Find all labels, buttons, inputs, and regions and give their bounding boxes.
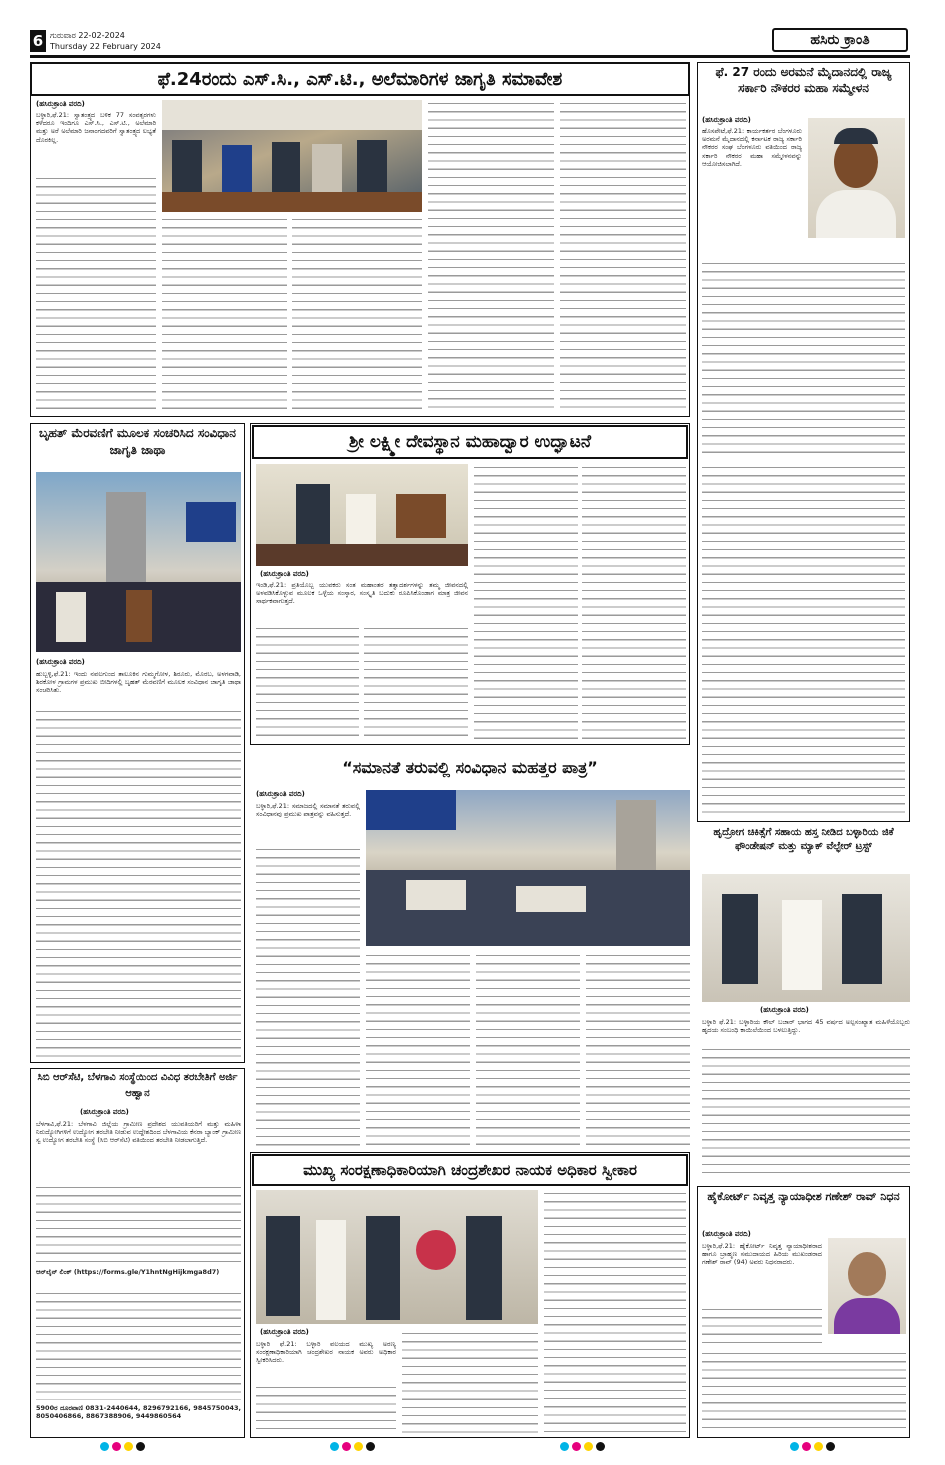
article-5-lead: ಬಳ್ಳಾರಿ,ಫೆ.21: ಸಮಾಜದಲ್ಲಿ ಸಮಾನತೆ ತರುವಲ್ಲಿ ಸಂವಿಧಾನವು ಪ್ರಮುಖ ಪಾತ್ರವನ್ನು ವಹಿಸುತ್ತದೆ. <box>256 802 360 819</box>
article-4-photo <box>256 464 468 566</box>
issue-date <box>50 30 210 52</box>
article-4-body-col3 <box>474 464 578 740</box>
masthead: ಹಸಿರು ಕ್ರಾಂತಿ <box>772 28 908 52</box>
article-3-photo <box>36 472 241 652</box>
article-7-lead: ಬೆಳಗಾವಿ,ಫೆ.21: ಬೆಳಗಾವಿ ಜಿಲ್ಲೆಯ ಗ್ರಾಮೀಣ ಪ್ರದೇಶದ ಯುವತಿಯರಿಗೆ ಮತ್ತು ಮಹಿಳಾ ನಿರುದ್ಯೋಗಿಗಳಿಗೆ ಉದ್ಯೋಗ ತರಬೇತಿ ನೀಡುವ ಉದ್ದೇಶದಿಂದ ಬೆಳಗಾವಿಯ ಕೆನರಾ ಬ್ಯಾಂಕ್ ಗ್ರಾಮೀಣ ಸ್ವ ಉದ್ಯೋಗ ತರಬೇತಿ ಸಂಸ್ಥೆ (ಸಿಬಿ ಆರ್‌ಸೆಟಿ) ವತಿಯಿಂದ ತರಬೇತಿ ನೀಡಲಾಗುತ್ತಿದೆ. <box>36 1120 241 1145</box>
date-en: Thursday 22 February 2024 <box>50 42 161 51</box>
article-1-photo <box>162 100 422 212</box>
article-8-body-col2 <box>402 1330 538 1434</box>
article-5-body-col1 <box>256 846 360 1146</box>
article-1-headline: ಫೆ.24ರಂದು ಎಸ್.ಸಿ., ಎಸ್.ಟಿ., ಅಲೆಮಾರಿಗಳ ಜಾಗೃತಿ ಸಮಾವೇಶ <box>30 62 690 96</box>
article-9-byline: (ಹಸಿರುಕ್ರಾಂತಿ ವರದಿ) <box>702 1230 751 1238</box>
article-8-lead: ಬಳ್ಳಾರಿ ಫೆ.21: ಬಳ್ಳಾರಿ ವಲಯದ ಮುಖ್ಯ ಅರಣ್ಯ ಸಂರಕ್ಷಣಾಧಿಕಾರಿಯಾಗಿ ಚಂದ್ರಶೇಖರ ನಾಯಕ ಅವರು ಅಧಿಕಾರ ಸ್ವೀಕರಿಸಿದರು. <box>256 1340 396 1365</box>
article-1-lead: ಬಳ್ಳಾರಿ,ಫೆ.21: ಸ್ವಾತಂತ್ರ್ಯದ ಬಳಿಕ 77 ಸಂವತ್ಸರಗಳು ಕಳೆದರೂ ಇಂದಿಗೂ ಎಸ್.ಸಿ., ಎಸ್.ಟಿ., ಅಲೆಮಾರಿ ಮತ್ತು ಅರೆ ಅಲೆಮಾರಿ ಜನಾಂಗದವರಿಗೆ ಸ್ವಾತಂತ್ರ್ಯದ ಲಭ್ಯತೆ ದೊರಕಿಲ್ಲ. <box>36 111 156 144</box>
article-5-body-col4 <box>586 952 690 1148</box>
article-9-lead: ಬಳ್ಳಾರಿ,ಫೆ.21: ಹೈಕೋರ್ಟ್ ನಿವೃತ್ತ ನ್ಯಾಯಾಧೀಶರಾದ ಹಾಗೂ ಬ್ರಾಹ್ಮಣ ಸಮುದಾಯದ ಹಿರಿಯ ಮುಖಂಡರಾದ ಗಣೇಶ್ ರಾವ್ (94) ಅವರು ನಿಧನರಾದರು. <box>702 1242 822 1267</box>
article-7-headline: ಸಿಬಿ ಆರ್‌ಸೆಟಿ, ಬೆಳಗಾವಿ ಸಂಸ್ಥೆಯಿಂದ ವಿವಿಧ ತರಬೇತಿಗೆ ಅರ್ಜಿ ಆಹ್ವಾನ <box>37 1072 238 1099</box>
article-8-body-col3 <box>544 1190 686 1434</box>
article-4-body-col1 <box>256 625 359 740</box>
article-8-body-col1 <box>256 1384 396 1434</box>
article-2-body-b <box>702 464 905 816</box>
article-5-body-col2 <box>366 952 470 1148</box>
article-2-body-a <box>702 260 905 460</box>
article-7-byline: (ಹಸಿರುಕ್ರಾಂತಿ ವರದಿ) <box>80 1108 129 1116</box>
article-5-byline: (ಹಸಿರುಕ್ರಾಂತಿ ವರದಿ) <box>256 790 305 798</box>
article-6-byline: (ಹಸಿರುಕ್ರಾಂತಿ ವರದಿ) <box>760 1006 809 1014</box>
article-3-body <box>36 708 241 1058</box>
article-5-photo <box>366 790 690 946</box>
article-1-byline: (ಹಸಿರುಕ್ರಾಂತಿ ವರದಿ) <box>36 100 85 108</box>
article-8-byline: (ಹಸಿರುಕ್ರಾಂತಿ ವರದಿ) <box>260 1328 309 1336</box>
article-4-headline: ಶ್ರೀ ಲಕ್ಷ್ಮೀ ದೇವಸ್ಥಾನ ಮಹಾದ್ವಾರ ಉದ್ಘಾಟನೆ <box>252 425 688 459</box>
article-6-photo <box>702 874 910 1002</box>
article-4-body-col4 <box>582 464 686 740</box>
header-rule <box>30 55 910 58</box>
registration-marks <box>0 1442 945 1454</box>
date-local: ಗುರುವಾರ 22-02-2024 <box>50 31 125 40</box>
article-9-body-a <box>702 1306 822 1346</box>
article-2-lead: ಹೊಸಪೇಟೆ,ಫೆ.21: ಕಾರ್ಯಕರ್ತರ ಬೆಂಗಳೂರು ಅರಮನೆ ಮೈದಾನದಲ್ಲಿ ಕರ್ನಾಟಕ ರಾಜ್ಯ ಸರ್ಕಾರಿ ನೌಕರರ ಸಂಘ ಬೆಂಗಳೂರು ವತಿಯಿಂದ ರಾಜ್ಯ ಸರ್ಕಾರಿ ನೌಕರರ ಮಹಾ ಸಮ್ಮೇಳನವನ್ನು ಆಯೋಜಿಸಲಾಗಿದೆ. <box>702 127 802 168</box>
article-3-headline: ಬೃಹತ್ ಮೆರವಣಿಗೆ ಮೂಲಕ ಸಂಚರಿಸಿದ ಸಂವಿಧಾನ ಜಾಗೃತಿ ಜಾಥಾ <box>39 426 236 457</box>
article-9-headline: ಹೈಕೋರ್ಟ್ ನಿವೃತ್ತ ನ್ಯಾಯಾಧೀಶ ಗಣೇಶ್ ರಾವ್ ನಿಧನ <box>707 1190 900 1203</box>
article-1-body-col2 <box>162 216 287 411</box>
article-5-headline: “ಸಮಾನತೆ ತರುವಲ್ಲಿ ಸಂವಿಧಾನ ಮಹತ್ತರ ಪಾತ್ರ” <box>342 758 598 777</box>
page-number: 6 <box>30 30 46 52</box>
article-4-byline: (ಹಸಿರುಕ್ರಾಂತಿ ವರದಿ) <box>260 570 309 578</box>
article-7-link: ಆನ್‌ಲೈನ್ ಲಿಂಕ್ (https://forms.gle/Y1hntNgHijkmga8d7) <box>36 1268 220 1276</box>
article-1-body-col1 <box>36 175 156 411</box>
article-6-body <box>702 1046 910 1176</box>
article-7-phones: 5900ರ ದೂರವಾಣಿ 0831-2440644, 8296792166, 9845750043, 8050406866, 8867388906, 9449860564 <box>36 1404 241 1421</box>
article-9-portrait <box>828 1238 906 1334</box>
article-8-headline: ಮುಖ್ಯ ಸಂರಕ್ಷಣಾಧಿಕಾರಿಯಾಗಿ ಚಂದ್ರಶೇಖರ ನಾಯಕ ಅಧಿಕಾರ ಸ್ವೀಕಾರ <box>252 1154 688 1186</box>
article-2-byline: (ಹಸಿರುಕ್ರಾಂತಿ ವರದಿ) <box>702 116 751 124</box>
article-3-byline: (ಹಸಿರುಕ್ರಾಂತಿ ವರದಿ) <box>36 658 85 666</box>
article-2-portrait <box>808 118 905 238</box>
article-7-body-a <box>36 1184 241 1264</box>
article-1-body-col4 <box>428 100 554 411</box>
article-1-body-col5 <box>560 100 686 411</box>
article-1-body-col3 <box>292 216 422 411</box>
article-6-lead: ಬಳ್ಳಾರಿ ಫೆ.21: ಬಳ್ಳಾರಿಯ ಕೌಲ್ ಬಜಾರ್ ಭಾಗದ 45 ವರ್ಷದ ಅಲ್ಪಸಂಖ್ಯಾತ ಮಹಿಳೆಯೊಬ್ಬರು ಹೃದಯ ಸಂಬಂಧಿ ಕಾಯಿಲೆಯಿಂದ ಬಳಲುತ್ತಿದ್ದು. <box>702 1018 910 1035</box>
article-8-photo <box>256 1190 538 1324</box>
article-7-body-b <box>36 1290 241 1400</box>
article-2-headline: ಫೆ. 27 ರಂದು ಅರಮನೆ ಮೈದಾನದಲ್ಲಿ ರಾಜ್ಯ ಸರ್ಕಾರಿ ನೌಕರರ ಮಹಾ ಸಮ್ಮೇಳನ <box>715 65 892 95</box>
article-6-headline: ಹೃದ್ರೋಗ ಚಿಕಿತ್ಸೆಗೆ ಸಹಾಯ ಹಸ್ತ ನೀಡಿದ ಬಳ್ಳಾರಿಯ ಜಿಕೆ ಫೌಂಡೇಷನ್ ಮತ್ತು ಮ್ಯಾಕ್ ವೆಲ್ಫೇರ್ ಟ್ರಸ್ಟ್ <box>713 827 894 852</box>
article-4-lead: ಇಂಡಿ,ಫೆ.21: ಪ್ರತಿಯೊಬ್ಬ ಯುವಕರು ಸಂತ ಮಹಾಂತರ ತತ್ವಾದರ್ಶಗಳನ್ನು ತಮ್ಮ ಜೀವನದಲ್ಲಿ ಅಳವಡಿಸಿಕೊಳ್ಳುವ ಮೂಲಕ ಒಳ್ಳೆಯ ಸಂಸ್ಕಾರ, ಸಂಸ್ಕೃತಿ ಬದುಕು ರೂಪಿಸಿಕೊಂಡಾಗ ಮಾತ್ರ ಜೀವನ ಸಾರ್ಥಕವಾಗುತ್ತದೆ. <box>256 581 468 606</box>
article-5-body-col3 <box>476 952 580 1148</box>
article-3-lead: ಹುಬ್ಬಳ್ಳಿ,ಫೆ.21: ಇಂದು ನವಲಗುಂದ ತಾಲೂಕಿನ ಗುಮ್ಮಗೋಳ, ಶಿರೂರು, ಮೊರಬ, ಅಳಗವಾಡಿ, ಶಿರಕೋಳ ಗ್ರಾಮಗಳ ಪ್ರಮುಖ ಬೀದಿಗಳಲ್ಲಿ ಬೃಹತ್ ಮೆರವಣಿಗೆ ಮೂಲಕ ಸಂವಿಧಾನ ಜಾಗೃತಿ ಜಾಥಾ ಸಂಚರಿಸಿತು. <box>36 670 241 695</box>
article-4-body-col2 <box>364 625 468 740</box>
article-9-body-b <box>702 1350 906 1434</box>
